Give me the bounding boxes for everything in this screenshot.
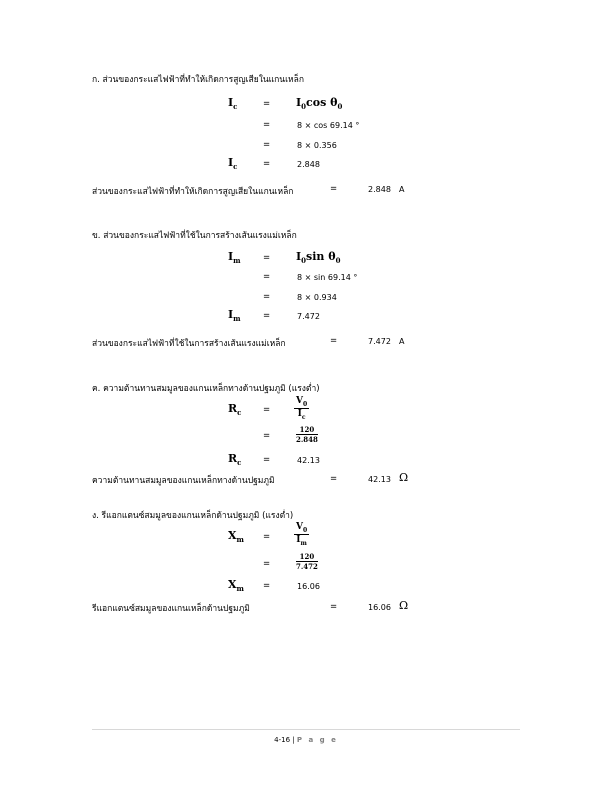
- footer-divider: [92, 729, 520, 730]
- ohm-symbol-c: Ω: [399, 471, 409, 484]
- section-d-equals: =: [263, 532, 271, 542]
- section-b-formula: $I_0\sin$ $\theta_0$: [296, 250, 341, 266]
- section-a-equals-2: =: [263, 120, 271, 130]
- section-a-equals: =: [263, 99, 271, 109]
- section-d-lhs-xm: $X_m$: [228, 529, 244, 545]
- section-d-summary-value: 16.06: [368, 603, 391, 612]
- section-b-summary-unit: A: [399, 337, 405, 346]
- section-a-summary-value: 2.848: [368, 185, 391, 194]
- section-a-summary: ส่วนของกระแสไฟฟ้าที่ทำให้เกิดการสูญเสียในแกนเหล็ก: [92, 187, 294, 197]
- section-a-lhs-ic-result: $I_c$: [228, 156, 238, 172]
- section-d-result: 16.06: [297, 582, 320, 591]
- section-c-equals-2: =: [263, 431, 271, 441]
- section-c-summary-equals: =: [330, 474, 338, 484]
- section-c-heading: ค. ความต้านทานสมมูลของแกนเหล็กทางด้านปฐมภูมิ (แรงต่ำ): [92, 384, 320, 394]
- section-c-fraction-symbolic: $\frac{V_0}{I_c}$: [296, 396, 308, 421]
- section-b-summary: ส่วนของกระแสไฟฟ้าที่ใช้ในการสร้างเส้นแรงแม่เหล็ก: [92, 339, 286, 349]
- section-c-summary-value: 42.13: [368, 475, 391, 484]
- section-d-fraction-numeric: $\frac{120}{7.472}$: [296, 552, 318, 571]
- page-label: P a g e: [296, 736, 338, 744]
- section-d-equals-3: =: [263, 581, 271, 591]
- section-c-summary: ความต้านทานสมมูลของแกนเหล็กทางด้านปฐมภูมิ: [92, 476, 275, 486]
- section-c-lhs-rc: $R_c$: [228, 402, 242, 418]
- section-a-summary-equals: =: [330, 184, 338, 194]
- page-separator: |: [292, 736, 295, 744]
- section-d-summary: รีแอกแตนซ์สมมูลของแกนเหล็กด้านปฐมภูมิ: [92, 604, 250, 614]
- section-b-step-3: 8 × 0.934: [297, 293, 337, 302]
- ohm-symbol-d: Ω: [399, 599, 409, 612]
- page-number: 4-16: [274, 736, 291, 744]
- section-d-fraction-symbolic: $\frac{V_0}{I_m}$: [296, 522, 308, 547]
- page-footer: [0, 736, 612, 744]
- section-a-step-3: 8 × 0.356: [297, 141, 337, 150]
- section-a-equals-3: =: [263, 140, 271, 150]
- section-d-equals-2: =: [263, 559, 271, 569]
- section-b-lhs-im-result: $I_m$: [228, 308, 241, 324]
- section-a-lhs-ic: $I_c$: [228, 96, 238, 112]
- section-d-summary-equals: =: [330, 602, 338, 612]
- section-c-result: 42.13: [297, 456, 320, 465]
- section-a-equals-4: =: [263, 159, 271, 169]
- section-b-equals-3: =: [263, 292, 271, 302]
- section-b-lhs-im: $I_m$: [228, 250, 241, 266]
- section-a-step-2: 8 × cos 69.14 °: [297, 121, 360, 130]
- section-b-heading: ข. ส่วนของกระแสไฟฟ้าที่ใช้ในการสร้างเส้นแรงแม่เหล็ก: [92, 231, 297, 241]
- section-a-summary-unit: A: [399, 185, 405, 194]
- section-b-step-2: 8 × sin 69.14 °: [297, 273, 358, 282]
- section-b-equals: =: [263, 253, 271, 263]
- section-d-heading: ง. รีแอกแตนซ์สมมูลของแกนเหล็กด้านปฐมภูมิ (แรงต่ำ): [92, 511, 294, 521]
- section-b-summary-value: 7.472: [368, 337, 391, 346]
- section-c-lhs-rc-result: $R_c$: [228, 452, 242, 468]
- section-c-fraction-numeric: $\frac{120}{2.848}$: [296, 425, 318, 444]
- section-b-equals-4: =: [263, 311, 271, 321]
- section-b-summary-equals: =: [330, 336, 338, 346]
- section-d-lhs-xm-result: $X_m$: [228, 578, 244, 594]
- section-c-equals-3: =: [263, 455, 271, 465]
- section-a-heading: ก. ส่วนของกระแสไฟฟ้าที่ทำให้เกิดการสูญเสียในแกนเหล็ก: [92, 75, 304, 85]
- section-b-result: 7.472: [297, 312, 320, 321]
- section-b-equals-2: =: [263, 272, 271, 282]
- section-a-formula: $I_0\cos$ $\theta_0$: [296, 96, 343, 112]
- section-c-equals: =: [263, 405, 271, 415]
- section-a-result: 2.848: [297, 160, 320, 169]
